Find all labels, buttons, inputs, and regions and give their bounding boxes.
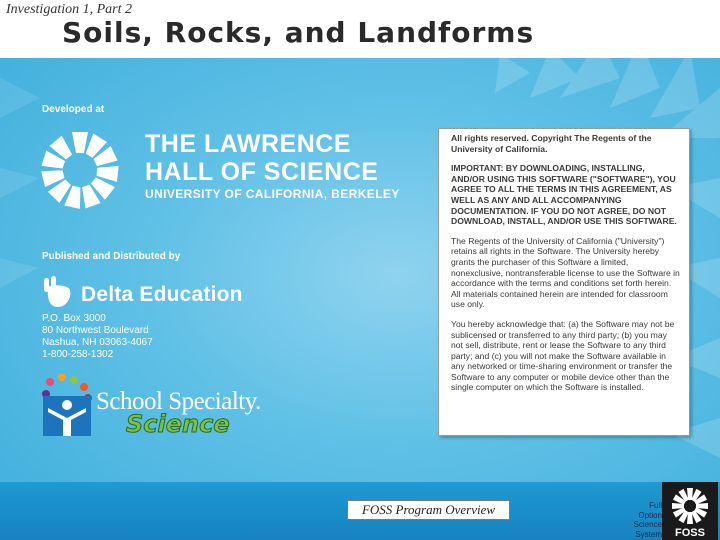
copyright-notice: All rights reserved. Copyright The Regents of the University of California. <box>451 133 652 154</box>
school-specialty-name: School Specialty. <box>96 388 261 415</box>
acknowledge-paragraph: You hereby acknowledge that: (a) the Software may not be sublicensed or transferred to any third party; (b) you may not sell, distribute, rent or lease the Software to any third party; and (c) you will not make the Software available in any networked or time-sharing environment or transfer the Software to any computer or mobile device other than the single computer on which the Software is installed. <box>451 318 675 393</box>
school-specialty-logo-icon <box>40 374 94 438</box>
published-by-label: Published and Distributed by <box>42 251 181 262</box>
delta-hand-icon <box>42 276 76 308</box>
rights-paragraph: The Regents of the University of California ("University") retains all rights in the Software. The University hereby grants the purchaser of this Software a limited, nonexclusive, nontransferable license to use the Software in accordance with the terms and conditions set forth herein. All materials contained herein are intended for classroom use only. <box>451 235 680 310</box>
investigation-subtitle: Investigation 1, Part 2 <box>6 2 132 17</box>
address-line: P.O. Box 3000 <box>42 313 106 324</box>
lawrence-hall-name-line1: THE LAWRENCE <box>145 130 351 158</box>
slide-header <box>0 0 720 58</box>
foss-word: System <box>635 529 662 539</box>
slide-title: Soils, Rocks, and Landforms <box>62 16 535 49</box>
foss-word: Science <box>633 520 662 530</box>
lawrence-hall-logo-icon <box>38 128 122 212</box>
foss-words <box>620 501 662 539</box>
slide-canvas <box>0 58 720 540</box>
address-line: Nashua, NH 03063-4067 <box>42 337 153 348</box>
science-wordmark: Science <box>126 410 230 438</box>
legal-notice-box <box>438 128 690 436</box>
footer-caption: FOSS Program Overview <box>347 500 510 520</box>
address-line: 80 Northwest Boulevard <box>42 325 149 336</box>
foss-word: Option <box>638 510 662 520</box>
delta-education-name: Delta Education <box>81 283 243 306</box>
lawrence-hall-name-line2: HALL OF SCIENCE <box>145 158 379 186</box>
phone-number: 1-800-258-1302 <box>42 349 114 360</box>
important-notice: IMPORTANT: BY DOWNLOADING, INSTALLING, AND/OR USING THIS SOFTWARE ("SOFTWARE"), YOU AGREE TO ALL THE TERMS IN THIS AGREEMENT, AS WELL AS ANY AND ALL ACCOMPANYING DOCUMENTATION. IF YOU DO NOT AGREE, DO NOT DOWNLOAD, INSTALL, AND/OR USE THIS SOFTWARE. <box>451 163 677 227</box>
foss-word: Full <box>649 501 662 510</box>
foss-logo-icon <box>662 482 718 540</box>
developed-at-label: Developed at <box>42 104 105 115</box>
foss-logo-text: FOSS <box>675 527 705 539</box>
university-name: UNIVERSITY OF CALIFORNIA, BERKELEY <box>145 187 400 201</box>
